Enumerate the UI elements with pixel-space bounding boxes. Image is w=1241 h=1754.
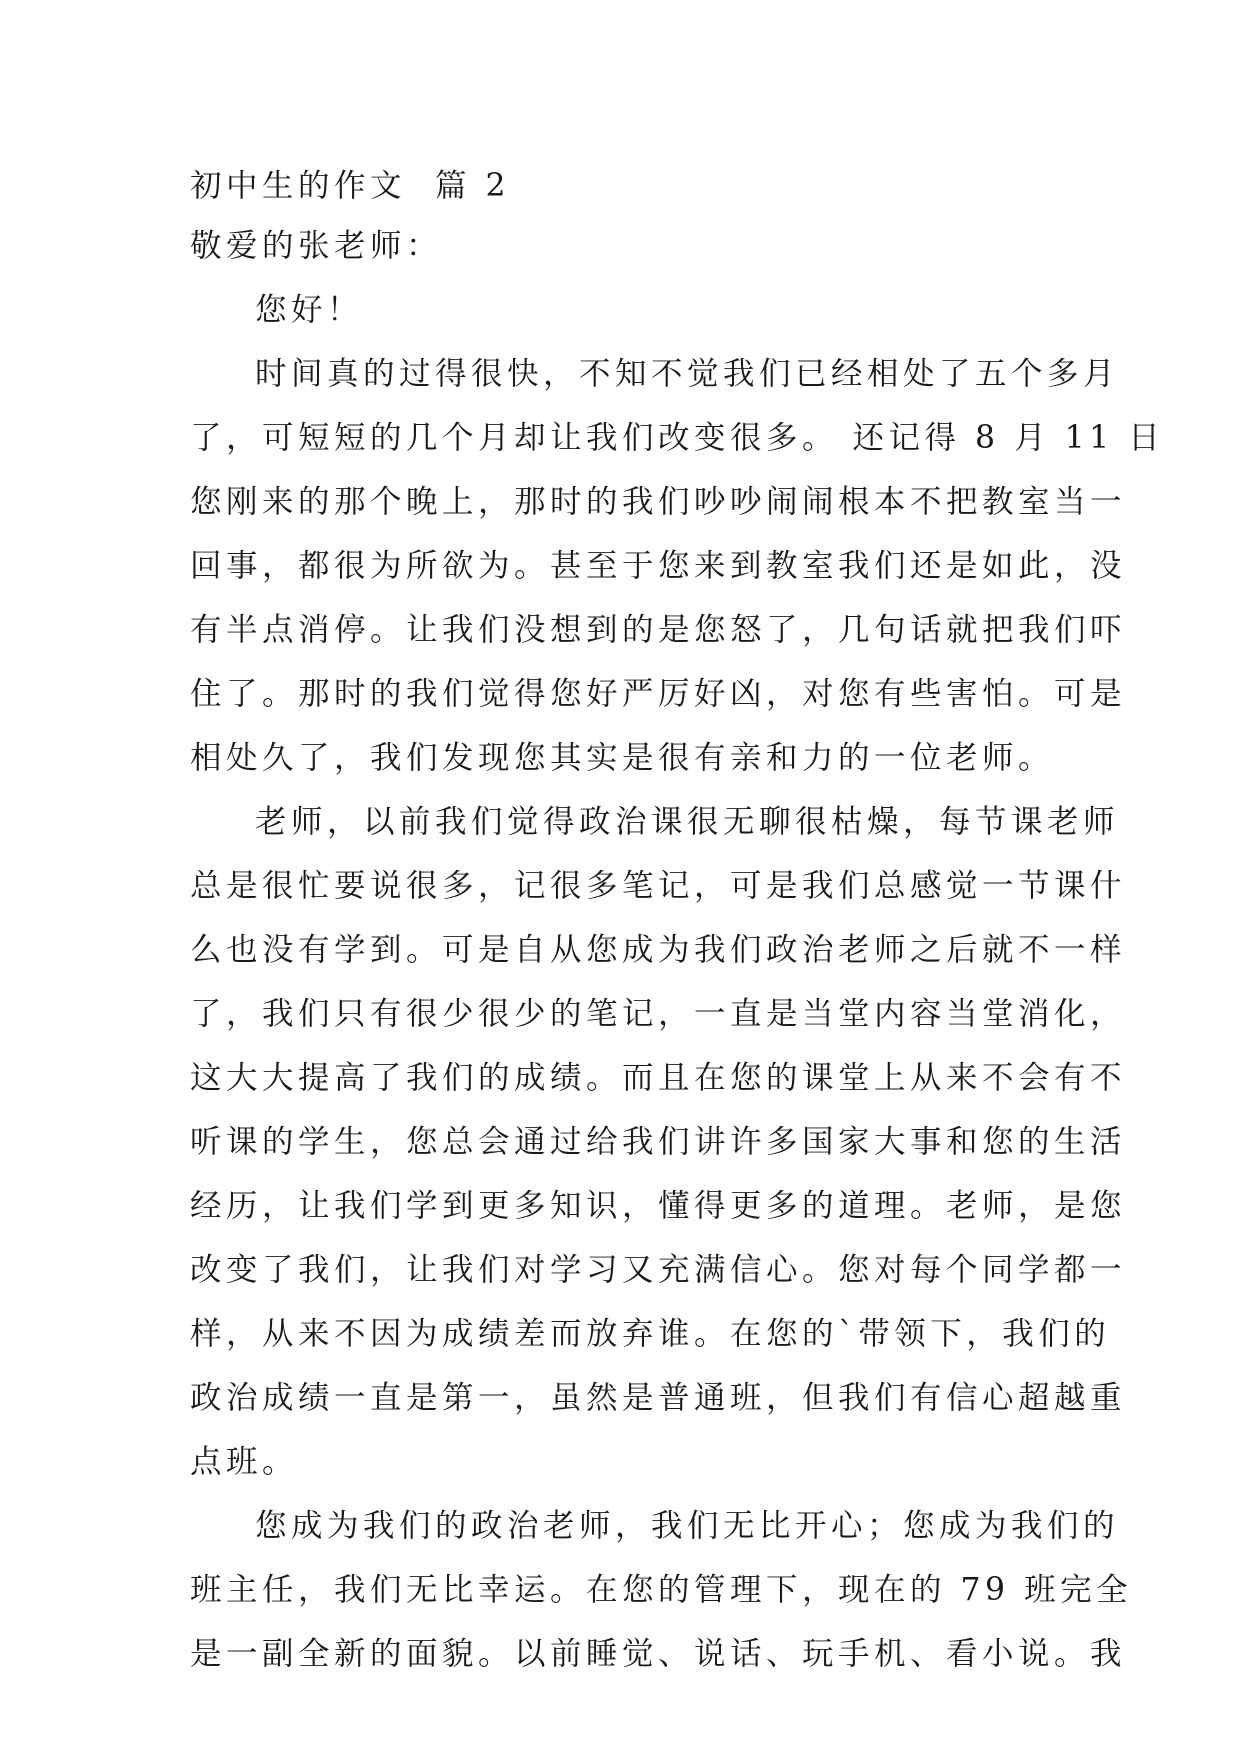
paragraph-1-line: 有半点消停。让我们没想到的是您怒了，几句话就把我们吓 <box>190 612 1127 648</box>
paragraph-1-line: 时间真的过得很快，不知不觉我们已经相处了五个多月 <box>255 356 1120 392</box>
salutation: 敬爱的张老师： <box>190 228 443 264</box>
paragraph-2-line: 改变了我们，让我们对学习又充满信心。您对每个同学都一 <box>190 1252 1127 1288</box>
paragraph-2-line: 经历，让我们学到更多知识，懂得更多的道理。老师，是您 <box>190 1188 1127 1224</box>
paragraph-2-line: 样，从来不因为成绩差而放弃谁。在您的`带领下，我们的 <box>190 1316 1111 1352</box>
paragraph-2-line: 么也没有学到。可是自从您成为我们政治老师之后就不一样 <box>190 932 1127 968</box>
paragraph-3-line: 您成为我们的政治老师，我们无比开心；您成为我们的 <box>255 1508 1120 1544</box>
paragraph-2-line: 听课的学生，您总会通过给我们讲许多国家大事和您的生活 <box>190 1124 1127 1160</box>
paragraph-2-line: 老师，以前我们觉得政治课很无聊很枯燥，每节课老师 <box>255 804 1120 840</box>
paragraph-2-line: 这大大提高了我们的成绩。而且在您的课堂上从来不会有不 <box>190 1060 1127 1096</box>
paragraph-1-line: 了，可短短的几个月却让我们改变很多。 还记得 8 月 11 日 <box>190 420 1165 456</box>
paragraph-2-line: 点班。 <box>190 1444 299 1480</box>
paragraph-2-line: 了，我们只有很少很少的笔记，一直是当堂内容当堂消化， <box>190 996 1127 1032</box>
paragraph-1-line: 相处久了，我们发现您其实是很有亲和力的一位老师。 <box>190 740 1055 776</box>
paragraph-3-line: 班主任，我们无比幸运。在您的管理下，现在的 79 班完全 <box>190 1572 1133 1608</box>
paragraph-1-line: 住了。那时的我们觉得您好严厉好凶，对您有些害怕。可是 <box>190 676 1127 712</box>
greeting: 您好！ <box>255 292 364 328</box>
paragraph-3-line: 是一副全新的面貌。以前睡觉、说话、玩手机、看小说。我 <box>190 1636 1127 1672</box>
paragraph-2-line: 总是很忙要说很多，记很多笔记，可是我们总感觉一节课什 <box>190 868 1127 904</box>
paragraph-1-line: 回事，都很为所欲为。甚至于您来到教室我们还是如此，没 <box>190 548 1127 584</box>
essay-title: 初中生的作文 篇 2 <box>190 168 511 204</box>
essay-body <box>190 158 1165 1686</box>
paragraph-1-line: 您刚来的那个晚上，那时的我们吵吵闹闹根本不把教室当一 <box>190 484 1127 520</box>
paragraph-2-line: 政治成绩一直是第一，虽然是普通班，但我们有信心超越重 <box>190 1380 1127 1416</box>
